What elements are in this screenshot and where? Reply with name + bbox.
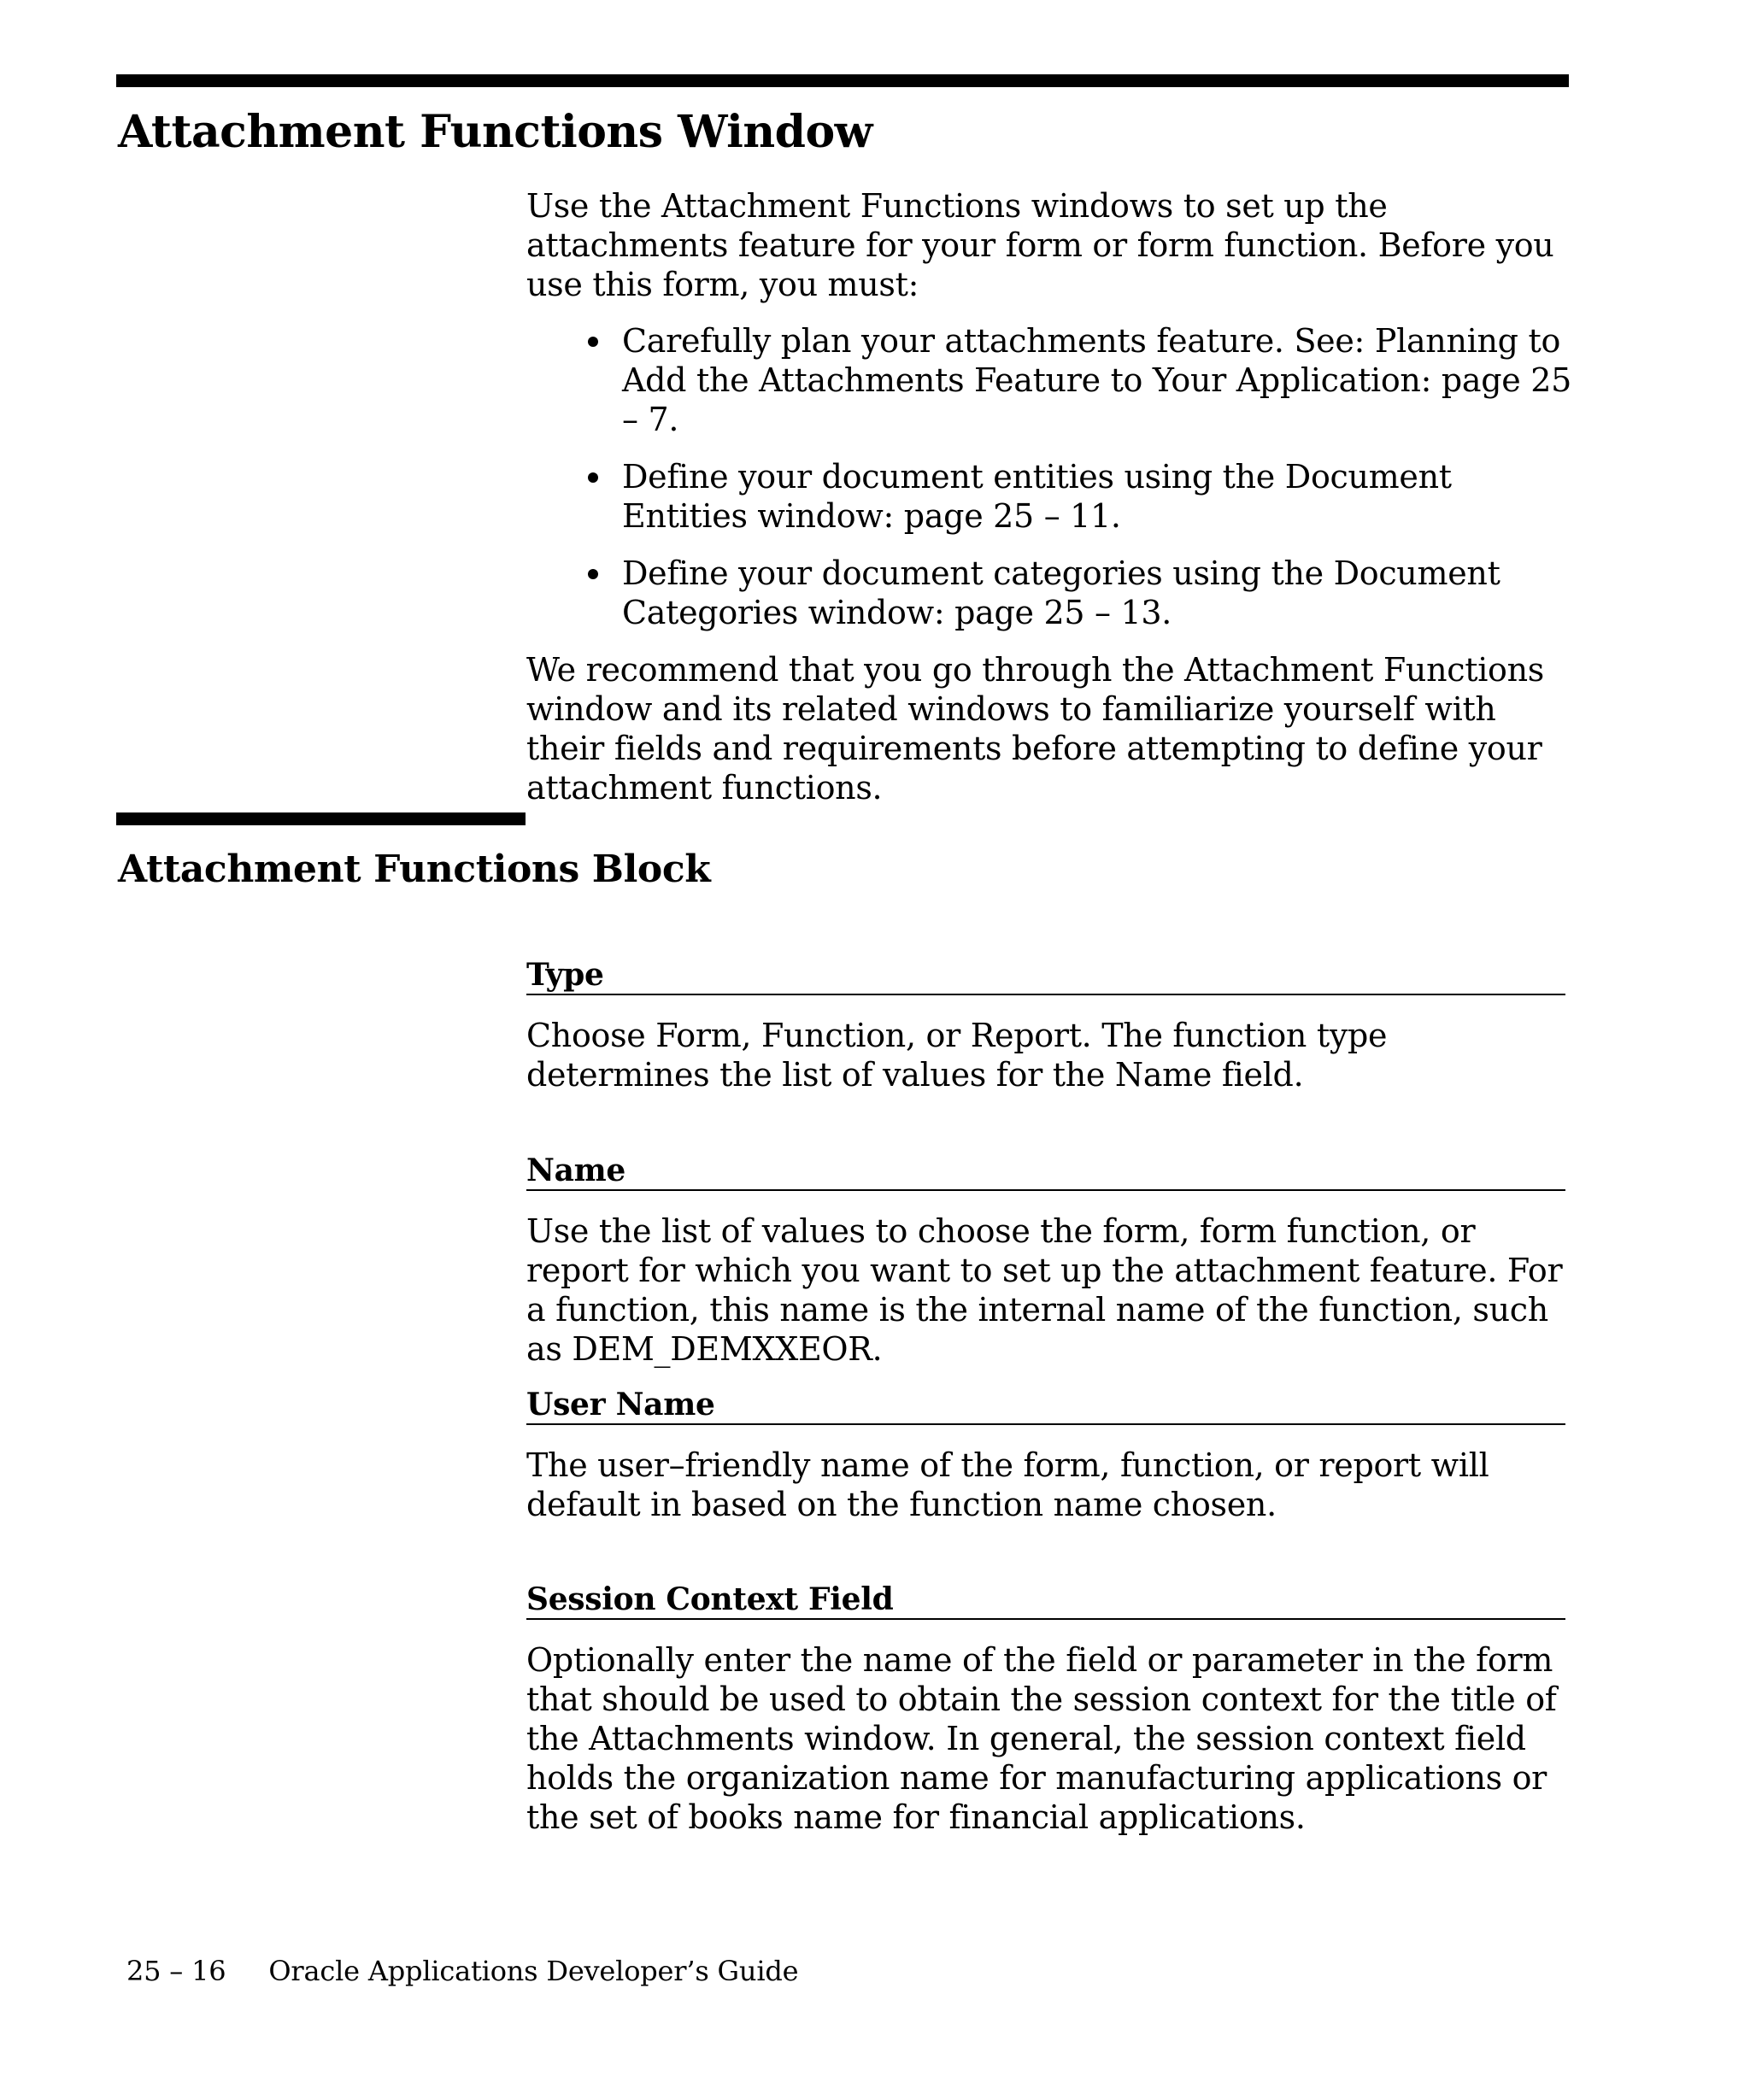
field-heading: Type [526, 956, 1565, 995]
field-session-context [526, 1581, 1565, 1837]
recommend-paragraph: We recommend that you go through the Attachment Functions window and its related windows to familiarize yourself with their fields and requirements before attempting to define your attachment functions. [526, 651, 1544, 807]
list-item-text: Define your document entities using the Document Entities window: page 25 – 11. [622, 458, 1452, 535]
list-item-text: Carefully plan your attachments feature. See: Planning to Add the Attachments Feature to Your Application: page 25 – 7. [622, 322, 1571, 438]
list-item [526, 321, 1577, 439]
field-heading: Name [526, 1152, 1565, 1191]
block-section-rule [116, 812, 526, 825]
prerequisite-list [526, 321, 1577, 632]
list-item [526, 554, 1577, 632]
field-type [526, 956, 1565, 1094]
list-item-text: Define your document categories using the Document Categories window: page 25 – 13. [622, 554, 1500, 631]
page-number: 25 – 16 [126, 1955, 226, 1987]
field-heading: Session Context Field [526, 1581, 1565, 1620]
field-heading: User Name [526, 1386, 1565, 1425]
bullet-icon [588, 569, 598, 579]
field-description: Choose Form, Function, or Report. The function type determines the list of values for the Name field. [526, 1017, 1388, 1094]
intro-paragraph: Use the Attachment Functions windows to set up the attachments feature for your form or form function. Before you use this form, you must: [526, 187, 1554, 303]
field-user-name [526, 1386, 1565, 1524]
bullet-icon [588, 472, 598, 483]
top-section-rule [116, 74, 1569, 87]
book-title: Oracle Applications Developer’s Guide [268, 1955, 799, 1987]
section-title: Attachment Functions Block [118, 848, 711, 891]
field-description: Optionally enter the name of the field or parameter in the form that should be used to obtain the session context for the title of the Attachments window. In general, the session context field holds the organization name for manufacturing applications or the set of books name for financial applications. [526, 1641, 1557, 1836]
page-title: Attachment Functions Window [118, 106, 872, 158]
intro-section [526, 186, 1577, 807]
field-name [526, 1152, 1565, 1369]
list-item [526, 457, 1577, 536]
page-footer [126, 1955, 798, 1987]
bullet-icon [588, 337, 598, 347]
field-description: The user–friendly name of the form, function, or report will default in based on the function name chosen. [526, 1446, 1489, 1523]
field-description: Use the list of values to choose the form, form function, or report for which you want to set up the attachment feature. For a function, this name is the internal name of the function, such as DEM_DEMXXEOR. [526, 1212, 1563, 1368]
